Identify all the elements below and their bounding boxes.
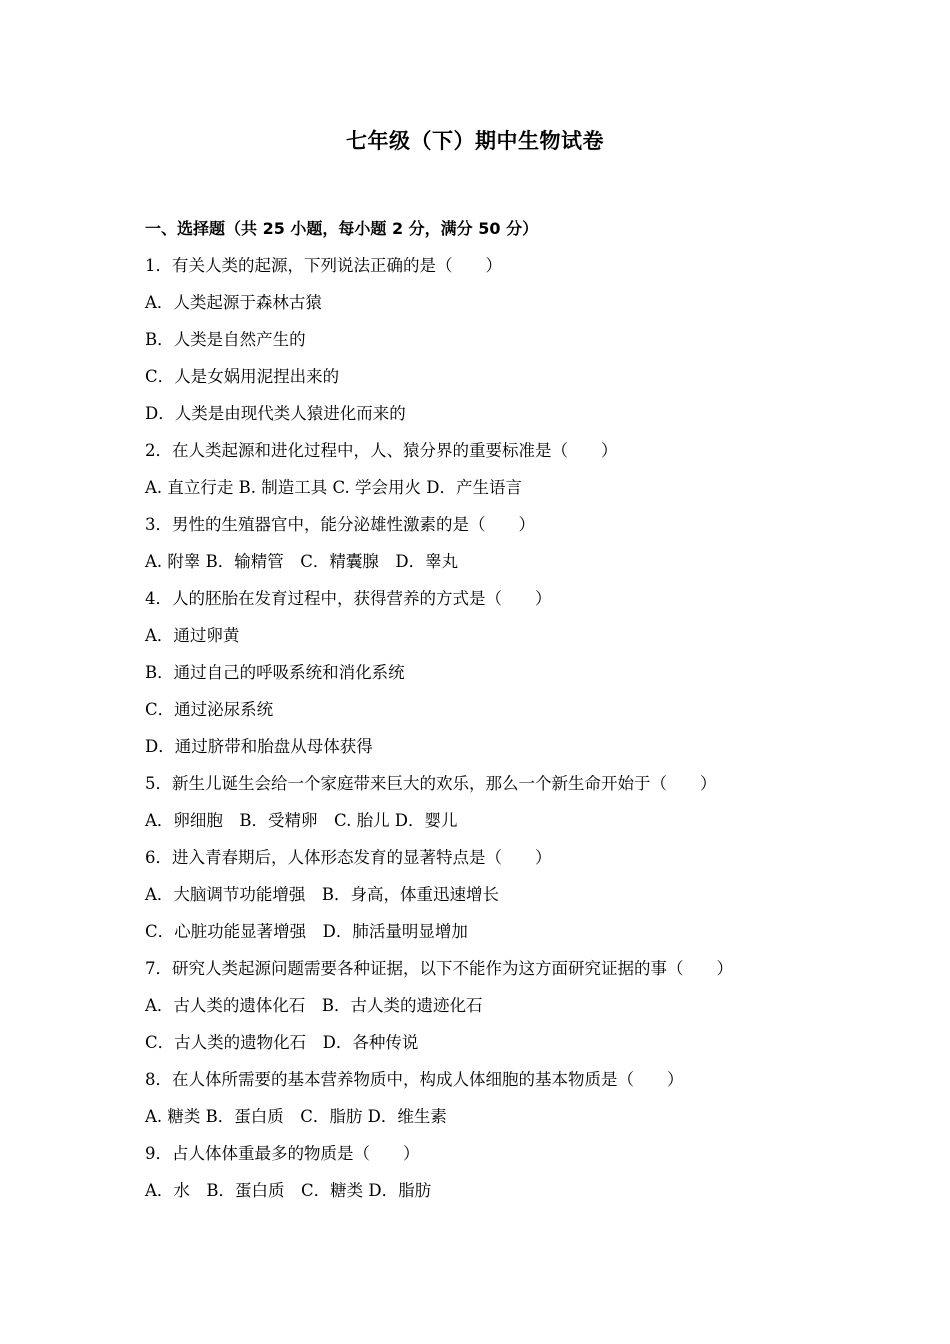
question-text: 5．新生儿诞生会给一个家庭带来巨大的欢乐，那么一个新生命开始于（ ） (145, 774, 717, 793)
option-text: A．人类起源于森林古猿 (145, 293, 322, 312)
question-text: 3．男性的生殖器官中，能分泌雄性激素的是（ ） (145, 515, 535, 534)
option-text: A．古人类的遗体化石 B．古人类的遗迹化石 (145, 996, 483, 1015)
option-text: A．大脑调节功能增强 B．身高，体重迅速增长 (145, 885, 500, 904)
option-text: C．心脏功能显著增强 D．肺活量明显增加 (145, 922, 468, 941)
option-text: B．通过自己的呼吸系统和消化系统 (145, 663, 405, 682)
option-text: C．通过泌尿系统 (145, 700, 274, 719)
option-text: A. 糖类 B．蛋白质 C．脂肪 D．维生素 (145, 1107, 447, 1126)
question-text: 8．在人体所需要的基本营养物质中，构成人体细胞的基本物质是（ ） (145, 1070, 684, 1089)
question-text: 6．进入青春期后，人体形态发育的显著特点是（ ） (145, 848, 552, 867)
question-list (145, 213, 825, 1212)
question-text: 9．占人体体重最多的物质是（ ） (145, 1144, 420, 1163)
question-text: 7．研究人类起源问题需要各种证据，以下不能作为这方面研究证据的事（ ） (145, 959, 733, 978)
page-title: 七年级（下）期中生物试卷 (346, 129, 604, 153)
option-text: A．水 B．蛋白质 C．糖类 D．脂肪 (145, 1181, 432, 1200)
option-text: A. 直立行走 B. 制造工具 C. 学会用火 D．产生语言 (145, 478, 523, 497)
option-text: A. 附睾 B．输精管 C．精囊腺 D．睾丸 (145, 552, 459, 571)
option-text: A．通过卵黄 (145, 626, 240, 645)
option-text: D．人类是由现代类人猿进化而来的 (145, 404, 406, 423)
question-text: 4．人的胚胎在发育过程中，获得营养的方式是（ ） (145, 589, 552, 608)
question-text: 2．在人类起源和进化过程中，人、猿分界的重要标准是（ ） (145, 441, 618, 460)
option-text: B．人类是自然产生的 (145, 330, 306, 349)
section-heading: 一、选择题（共 25 小题，每小题 2 分，满分 50 分） (145, 219, 539, 238)
option-text: A．卵细胞 B．受精卵 C. 胎儿 D．婴儿 (145, 811, 458, 830)
option-text: C．古人类的遗物化石 D．各种传说 (145, 1033, 419, 1052)
option-text: D．通过脐带和胎盘从母体获得 (145, 737, 373, 756)
question-text: 1．有关人类的起源，下列说法正确的是（ ） (145, 256, 502, 275)
option-text: C．人是女娲用泥捏出来的 (145, 367, 340, 386)
